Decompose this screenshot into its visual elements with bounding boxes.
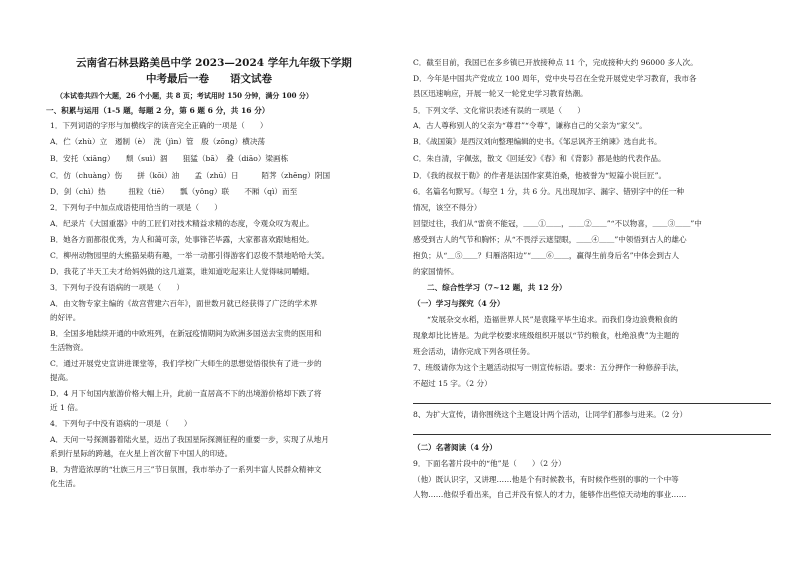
question-6-line6: 的家国情怀。	[413, 267, 459, 276]
exam-title-line1: 云南省石林县路美邑中学 2023—2024 学年九年级下学期	[76, 57, 352, 69]
question-7-line1: 7、班级请你为这个主题活动拟写一则宣传标语。要求：五分押作一种修辞手法，	[413, 363, 684, 372]
q4-option-b-line1: B．为营造浓厚的“壮族三月三”节日氛围，我市举办了一系列丰富人民群众精神文	[50, 465, 322, 474]
section-2-heading: 二、综合性学习（7~12 题，共 12 分）	[427, 283, 567, 292]
question-6-line1: 6．名篇名句默写。（每空 1 分，共 6 分。凡出现加字、漏字、错别字中的任一种	[413, 187, 684, 196]
q4-option-b-line2: 化生活。	[50, 479, 81, 488]
q2-option-b: B．她各方面都很优秀，为人和蔼可亲，处事锋芒毕露，大家都喜欢跟她相处。	[50, 235, 314, 244]
part-1-text-line1: “发展杂交水稻，造福世界人民”是袁隆平毕生追求。而我们身边浪费粮食的	[427, 315, 678, 324]
part-1-heading: （一）学习与探究（4 分）	[413, 299, 505, 308]
q5-option-b: B．《战国策》是西汉刘向整理编辑的史书。《邹忌讽齐王纳谏》选自此书。	[413, 137, 662, 146]
section-1-heading: 一、积累与运用（1-5 题，每题 2 分，第 6 题 6 分，共 16 分）	[46, 106, 270, 115]
q3-option-d-line1: D．4 月下旬国内旅游价格大幅上升，此前一直居高不下的出境游价格却下跌了将	[50, 389, 322, 398]
q9-excerpt-line2: 人物……他似乎看出来，自己并没有惊人的才力，能够作出些惊天动地的事业……	[413, 490, 687, 499]
q2-option-d: D．我花了半天工夫才给妈妈做的这几道菜，谁知道吃起来让人觉得味同嚼蜡。	[50, 267, 315, 276]
q1-option-b: B．安托（xiāng） 颓（suì）涸 狙猛（bā） 叠（diāo）梁画栋	[50, 154, 289, 163]
part-1-text-line2: 现象却比比皆是。为此学校要求班级组织开展以“节约粮食，杜绝浪费”为主题的	[413, 331, 679, 340]
question-8: 8、为扩大宣传，请你围绕这个主题设计两个活动，让同学们都参与进来。（2 分）	[413, 410, 688, 419]
q2-option-a: A．纪录片《大国重器》中的工匠们对技术精益求精的态度，令观众叹为观止。	[50, 219, 314, 228]
question-6-line5: 抱负；从“＿⑤＿＿？归雁洛阳边”“＿＿⑥＿＿，赢得生前身后名”中体会到古人	[413, 251, 680, 260]
q4-option-a-line1: A．天问一号探测器着陆火星，迈出了我国星际探测征程的重要一步，实现了从地月	[50, 435, 329, 444]
q3-option-d-line2: 近 1 倍。	[50, 403, 83, 412]
q1-option-c: C．仿（chuàng）伤 拼（kōi）油 孟（zhū）日 陌荠（zhēng）阴国	[50, 171, 331, 180]
q3-option-c-line1: C．通过开展党史宣讲进课堂等，我们学校广大师生的思想觉悟很快有了进一步的	[50, 359, 322, 368]
q3-option-b-line1: B．全国多地陆续开通的中欧班列，在新冠疫情期间为欧洲多国送去宝贵的医用和	[50, 329, 322, 338]
q5-option-d: D．《我的叔叔于勒》的作者是法国作家莫泊桑，他被誉为“短篇小说巨匠”。	[413, 171, 667, 180]
q3-option-a-line1: A．由文物专家主编的《故宫营建六百年》，面世数月就已经获得了广泛的学术界	[50, 299, 318, 308]
question-1: 1．下列词语的字形与加横线字的读音完全正确的一项是（ ）	[50, 121, 268, 130]
question-4: 4．下列句子中没有语病的一项是（ ）	[50, 419, 192, 428]
q4-option-d-line2: 县区迅速响应，开展一轮又一轮党史学习教育热潮。	[413, 89, 588, 98]
q4-option-d-line1: D．今年是中国共产党成立 100 周年，党中央号召在全党开展党史学习教育，我市各	[413, 74, 697, 83]
q3-option-b-line2: 生活物资。	[50, 343, 88, 352]
exam-note: （本试卷共四个大题，26 个小题，共 8 页；考试用时 150 分钟，满分 100 分）	[56, 91, 313, 100]
q3-option-c-line2: 提高。	[50, 373, 73, 382]
question-9: 9．下面名著片段中的“他”是（ ）（2 分）	[413, 459, 566, 468]
question-6-line3: 回望过往，我们从“雷贲不能冠，＿＿①＿＿，＿＿②＿＿”“不以物喜，＿＿③＿＿”中	[413, 219, 702, 228]
question-3: 3．下列句子没有语病的一项是（ ）	[50, 283, 184, 292]
q2-option-c: C．柳州动物园里的大熊猫呆萌有趣，一举一动都引得游客们忍俊不禁地哈哈大笑。	[50, 251, 330, 260]
question-5: 5．下列文学、文化常识表述有误的一项是（ ）	[413, 106, 585, 115]
answer-line-q8[interactable]	[413, 434, 771, 435]
q1-option-d: D．剑（chì）热 扭粒（tiē） 瓢（yǒng）联 不厢（qì）而至	[50, 187, 298, 196]
q3-option-a-line2: 的好评。	[50, 313, 81, 322]
question-2: 2．下列句子中加点成语使用恰当的一项是（ ）	[50, 203, 222, 212]
question-7-line2: 不超过 15 字。（2 分）	[413, 379, 492, 388]
q4-option-a-line2: 系到行星际的跨越，在火星上首次留下中国人的印迹。	[50, 449, 233, 458]
answer-line-q7[interactable]	[413, 403, 771, 404]
exam-title-line2: 中考最后一卷 语文试卷	[146, 73, 272, 85]
part-1-text-line3: 班会活动，请你完成下列各项任务。	[413, 347, 535, 356]
q5-option-c: C．朱自清，字佩弦，散文《回延安》《春》和《背影》都是他的代表作品。	[413, 154, 666, 163]
part-2-heading: （二）名著阅读（4 分）	[413, 443, 497, 452]
q1-option-a: A．伫（zhù）立 遏制（è） 洗（jìn）管 殷（zōng）横决荡	[50, 137, 266, 146]
q5-option-a: A．古人尊称别人的父亲为“尊君”“令尊”，谦称自己的父亲为“家父”。	[413, 121, 647, 130]
question-6-line4: 感受到古人的气节和胸怀；从“不畏浮云遮望眼，＿＿④＿＿”中领悟到古人的雄心	[413, 235, 687, 244]
question-6-line2: 情况，该空不得分）	[413, 203, 482, 212]
q9-excerpt-line1: （他）既认识字，又讲理……他是个有时候教书，有时候作些别的事的一个中等	[413, 475, 679, 484]
q4-option-c: C．截至目前，我国已在多乡镇已开放接种点 11 个，完成接种大约 96000 多人次。	[413, 58, 698, 67]
